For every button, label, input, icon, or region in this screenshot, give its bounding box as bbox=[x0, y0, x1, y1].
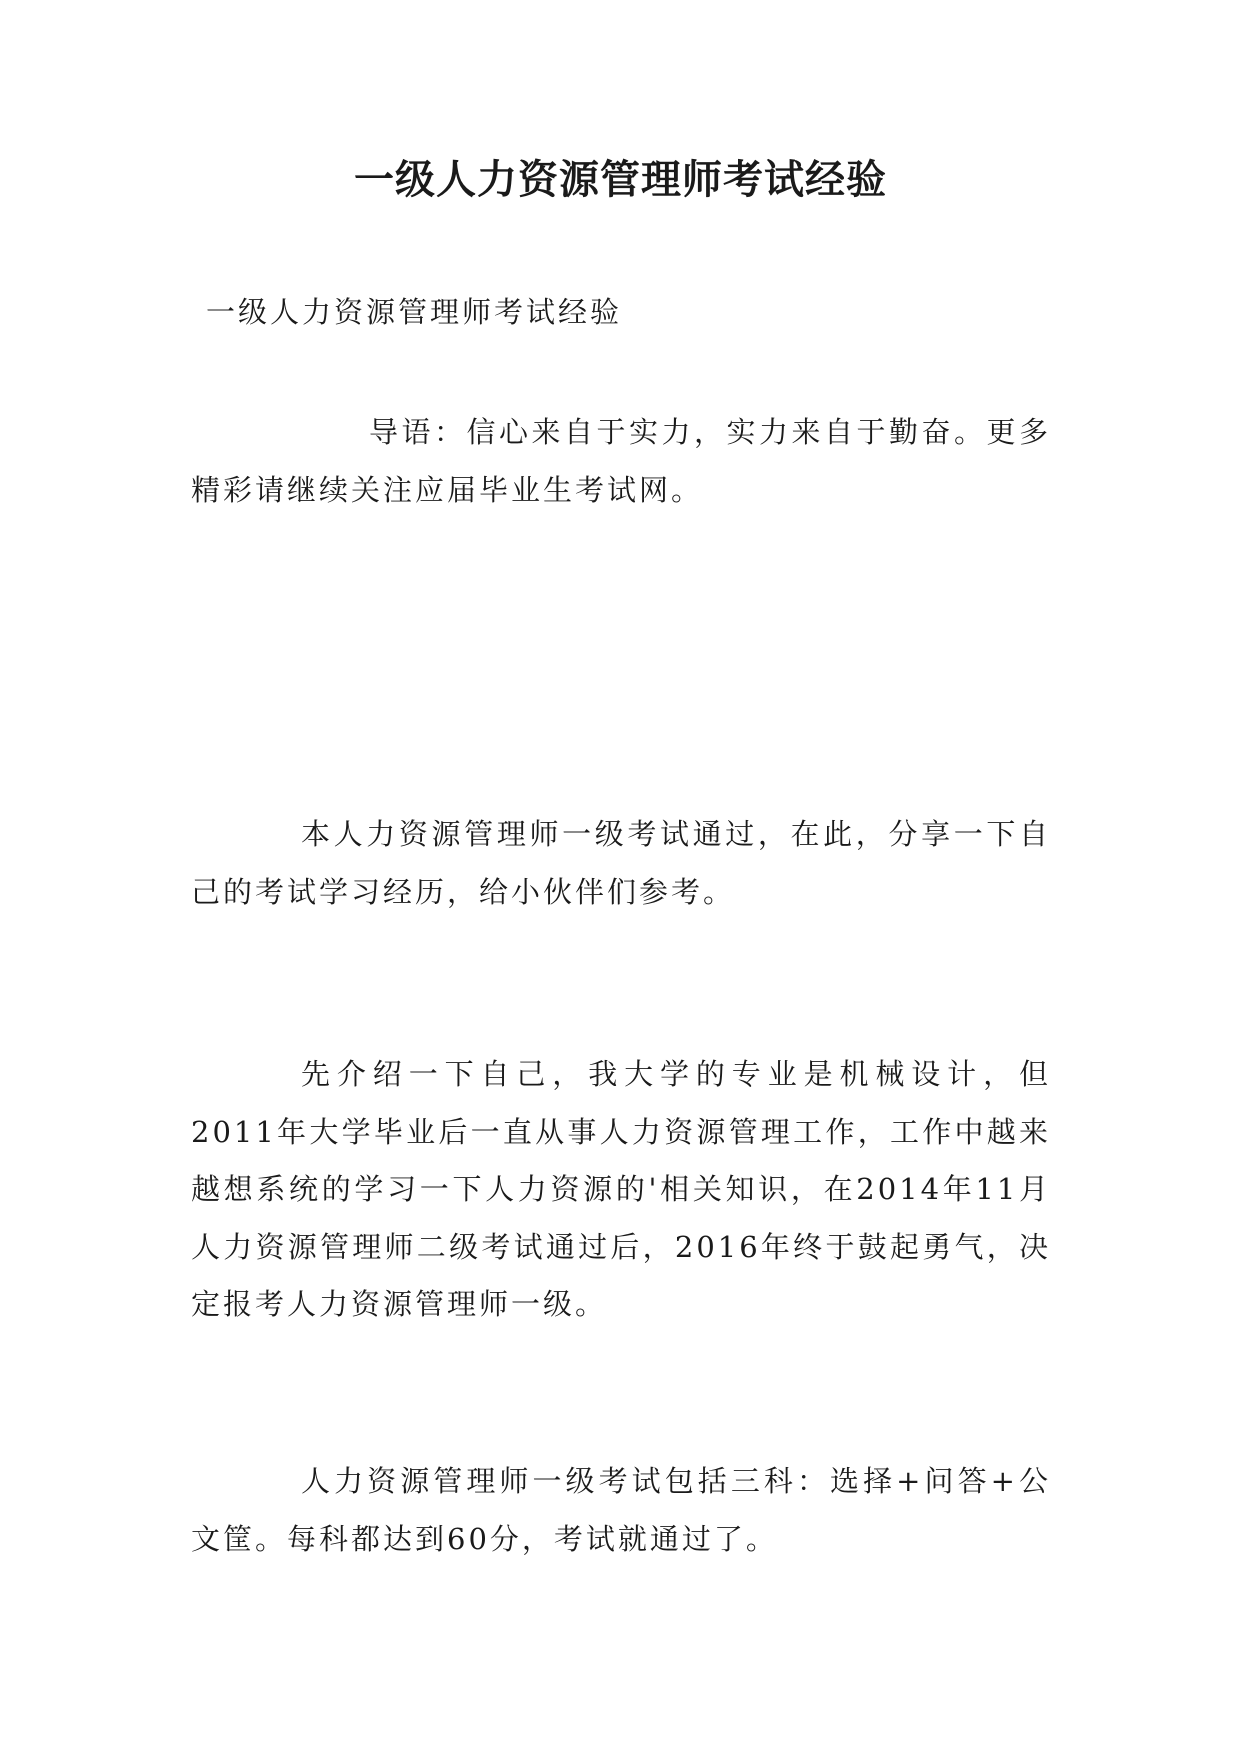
body-paragraph-3: 人力资源管理师一级考试包括三科：选择+问答+公文筐。每科都达到60分，考试就通过了。 bbox=[191, 1464, 1051, 1556]
intro-paragraph: 导语：信心来自于实力，实力来自于勤奋。更多精彩请继续关注应届毕业生考试网。 bbox=[191, 415, 1051, 507]
document-title: 一级人力资源管理师考试经验 bbox=[354, 156, 887, 203]
body-paragraph-2: 先介绍一下自己，我大学的专业是机械设计，但2011年大学毕业后一直从事人力资源管理工作，工作中越来越想系统的学习一下人力资源的'相关知识，在2014年11月人力资源管理师二级考试通过后，2016年终于鼓起勇气，决定报考人力资源管理师一级。 bbox=[191, 1057, 1051, 1321]
document-subtitle: 一级人力资源管理师考试经验 bbox=[206, 295, 623, 329]
body-paragraph-1: 本人力资源管理师一级考试通过，在此，分享一下自己的考试学习经历，给小伙伴们参考。 bbox=[191, 817, 1051, 909]
